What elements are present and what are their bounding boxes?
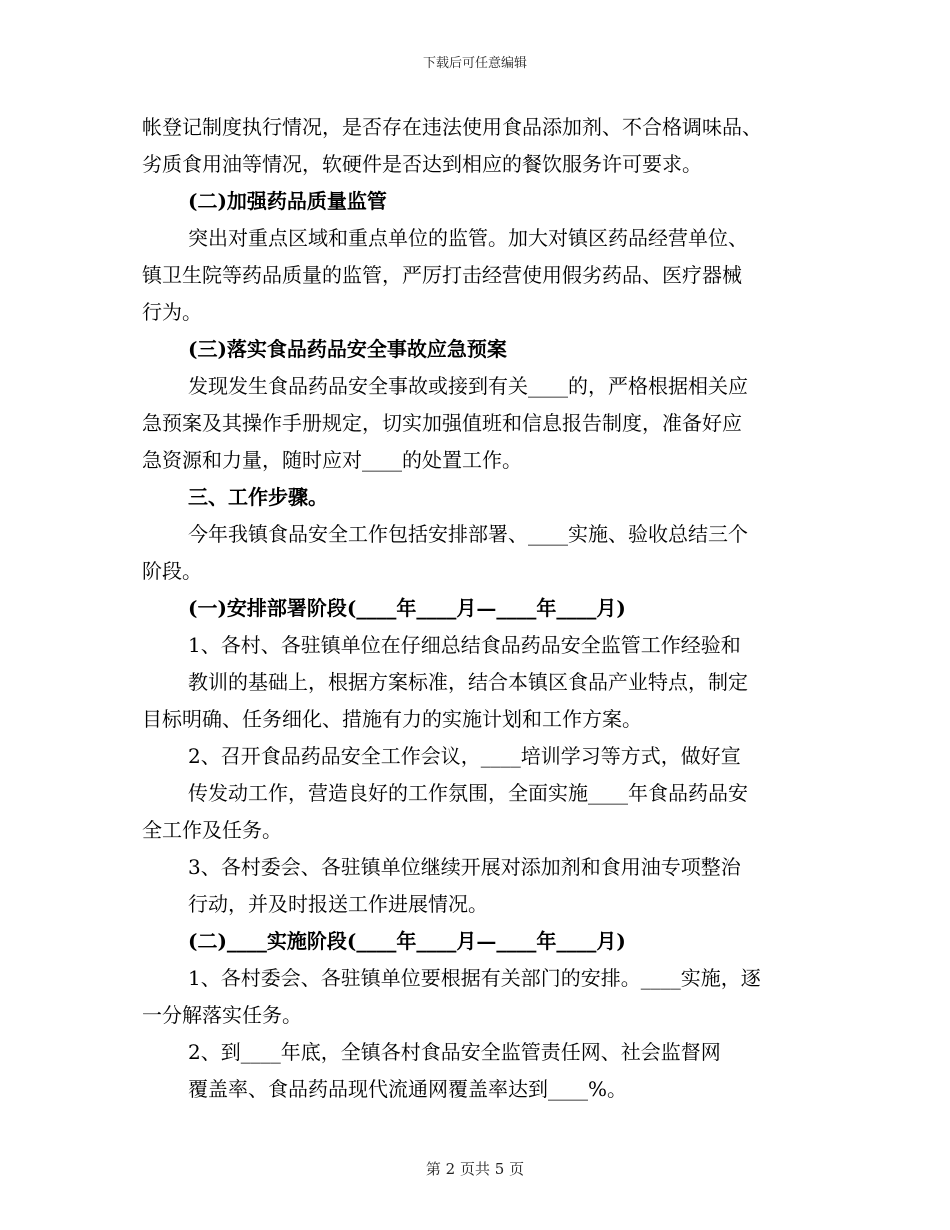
body-line: 覆盖率、食品药品现代流通网覆盖率达到____%。: [188, 1077, 628, 1101]
section-heading: (一)安排部署阶段(____年____月—____年____月): [188, 596, 626, 620]
section-heading: 三、工作步骤。: [188, 485, 328, 509]
page-footer: 第 2 页共 5 页: [425, 1160, 525, 1178]
body-line: 今年我镇食品安全工作包括安排部署、____实施、验收总结三个: [188, 522, 748, 546]
body-line: 帐登记制度执行情况，是否存在违法使用食品添加剂、不合格调味品、: [142, 115, 762, 139]
body-line: 2、召开食品药品安全工作会议，____培训学习等方式，做好宣: [188, 744, 741, 768]
body-line: 教训的基础上，根据方案标准，结合本镇区食品产业特点，制定: [188, 670, 748, 694]
page-header: 下载后可任意编辑: [422, 56, 527, 71]
body-line: 一分解落实任务。: [142, 1003, 302, 1027]
body-line: 目标明确、任务细化、措施有力的实施计划和工作方案。: [142, 707, 642, 731]
body-line: 1、各村、各驻镇单位在仔细总结食品药品安全监管工作经验和: [188, 633, 741, 657]
body-line: 镇卫生院等药品质量的监管，严厉打击经营使用假劣药品、医疗器械: [142, 263, 742, 287]
body-line: 传发动工作，营造良好的工作氛围，全面实施____年食品药品安: [188, 781, 748, 805]
body-line: 阶段。: [142, 559, 202, 583]
body-line: 全工作及任务。: [142, 818, 282, 842]
section-heading: (二)____实施阶段(____年____月—____年____月): [188, 929, 626, 953]
body-line: 行为。: [142, 300, 202, 324]
body-line: 2、到____年底，全镇各村食品安全监管责任网、社会监督网: [188, 1040, 721, 1064]
body-line: 急预案及其操作手册规定，切实加强值班和信息报告制度，准备好应: [142, 411, 742, 435]
body-line: 急资源和力量，随时应对____的处置工作。: [142, 448, 522, 472]
body-line: 突出对重点区域和重点单位的监管。加大对镇区药品经营单位、: [188, 226, 748, 250]
body-line: 行动，并及时报送工作进展情况。: [188, 892, 488, 916]
body-line: 劣质食用油等情况，软硬件是否达到相应的餐饮服务许可要求。: [142, 152, 702, 176]
section-heading: (三)落实食品药品安全事故应急预案: [188, 337, 507, 361]
body-line: 1、各村委会、各驻镇单位要根据有关部门的安排。____实施，逐: [188, 966, 761, 990]
body-line: 发现发生食品药品安全事故或接到有关____的，严格根据相关应: [188, 374, 748, 398]
body-line: 3、各村委会、各驻镇单位继续开展对添加剂和食用油专项整治: [188, 855, 741, 879]
section-heading: (二)加强药品质量监管: [188, 189, 387, 213]
